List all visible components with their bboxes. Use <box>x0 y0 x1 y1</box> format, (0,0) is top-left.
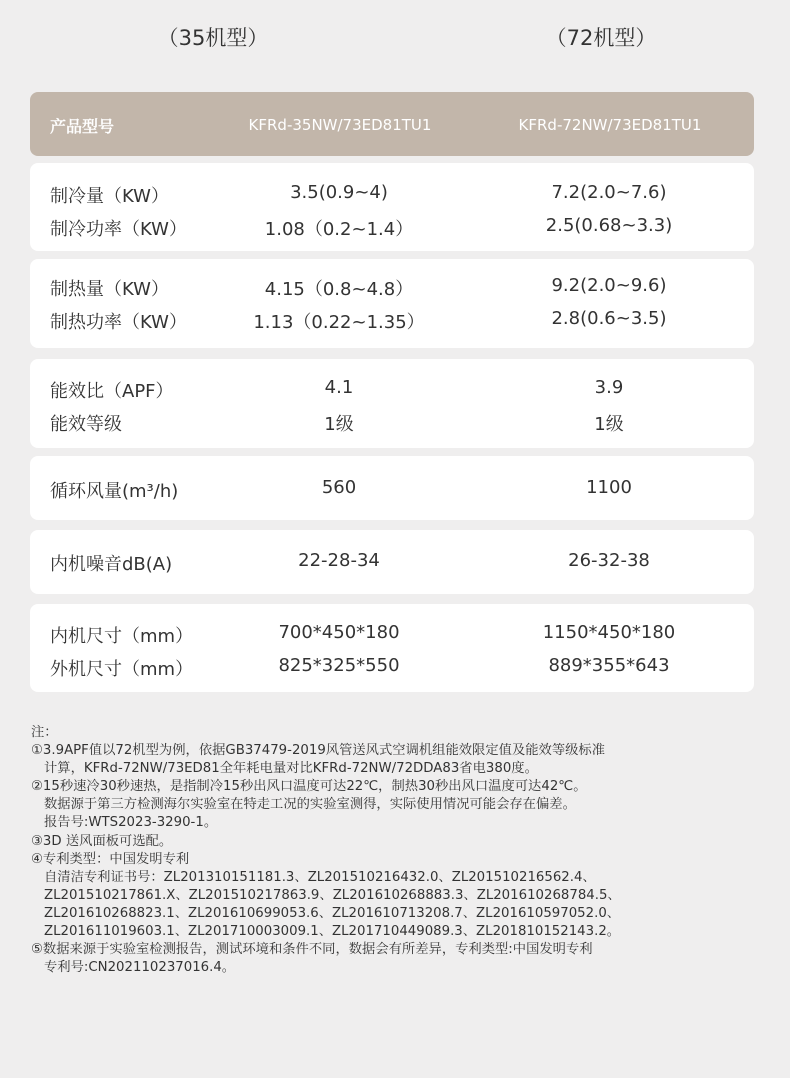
spec-value-72: 2.8(0.6~3.5) <box>551 308 667 329</box>
note-line: ②15秒速冷30秒速热，是指制冷15秒出风口温度可达22℃，制热30秒出风口温度可达42℃。 <box>31 779 587 795</box>
spec-row <box>30 373 754 403</box>
spec-label: 制冷功率（KW） <box>50 219 187 240</box>
spec-value-35: 1.13（0.22~1.35） <box>253 312 425 333</box>
model-72-number: KFRd-72NW/73ED81TU1 <box>518 116 702 134</box>
airflow-spec-card <box>30 456 754 520</box>
spec-table-header <box>30 92 754 156</box>
spec-row <box>30 546 754 576</box>
note-line: 专利号:CN202110237016.4。 <box>44 960 236 976</box>
spec-value-72: 7.2(2.0~7.6) <box>551 182 667 203</box>
note-line: 报告号:WTS2023-3290-1。 <box>44 815 218 831</box>
spec-label: 能效等级 <box>50 414 122 435</box>
spec-value-35: 1级 <box>324 414 354 435</box>
note-line: ①3.9APF值以72机型为例，依据GB37479-2019风管送风式空调机组能效限定值及能效等级标准 <box>31 743 606 759</box>
note-line: ③3D 送风面板可选配。 <box>31 833 173 849</box>
cooling-spec-card <box>30 163 754 251</box>
spec-row <box>30 618 754 648</box>
noise-spec-card <box>30 530 754 594</box>
note-line: 计算，KFRd-72NW/73ED81全年耗电量对比KFRd-72NW/72DDA83省电380度。 <box>44 761 538 777</box>
spec-value-35: 825*325*550 <box>278 655 400 676</box>
spec-row <box>30 304 754 334</box>
spec-value-35: 4.1 <box>324 377 354 398</box>
spec-value-72: 9.2(2.0~9.6) <box>551 275 667 296</box>
note-line: ZL201611019603.1、ZL201710003009.1、ZL201710449089.3、ZL201810152143.2。 <box>44 924 621 940</box>
spec-row <box>30 406 754 436</box>
note-line: ZL201510217861.X、ZL201510217863.9、ZL201610268883.3、ZL201610268784.5、 <box>44 887 621 903</box>
spec-value-35: 22-28-34 <box>298 550 380 571</box>
spec-row <box>30 651 754 681</box>
spec-value-35: 700*450*180 <box>278 622 400 643</box>
note-line: ⑤数据来源于实验室检测报告，测试环境和条件不同，数据会有所差异，专利类型:中国发明专利 <box>31 942 593 958</box>
spec-label: 内机噪音dB(A) <box>50 554 173 575</box>
model-35-number: KFRd-35NW/73ED81TU1 <box>248 116 432 134</box>
spec-row <box>30 211 754 241</box>
spec-row <box>30 178 754 208</box>
spec-label: 制冷量（KW） <box>50 186 169 207</box>
spec-value-72: 889*355*643 <box>548 655 670 676</box>
spec-value-35: 560 <box>321 477 357 498</box>
note-line: 数据源于第三方检测海尔实验室在特走工况的实验室测得，实际使用情况可能会存在偏差。 <box>44 797 576 813</box>
spec-row <box>30 473 754 503</box>
spec-value-72: 3.9 <box>594 377 624 398</box>
product-model-label: 产品型号 <box>50 117 115 136</box>
note-line: 自清洁专利证书号：ZL201310151181.3、ZL201510216432.0、ZL201510216562.4、 <box>44 869 596 885</box>
spec-value-72: 1100 <box>586 477 632 498</box>
spec-label: 循环风量(m³/h) <box>50 481 179 502</box>
heating-spec-card <box>30 259 754 348</box>
spec-label: 制热功率（KW） <box>50 312 187 333</box>
spec-value-72: 2.5(0.68~3.3) <box>545 215 673 236</box>
spec-value-72: 26-32-38 <box>568 550 650 571</box>
spec-label: 制热量（KW） <box>50 279 169 300</box>
spec-label: 内机尺寸（mm） <box>50 626 194 647</box>
efficiency-spec-card <box>30 359 754 448</box>
spec-label: 能效比（APF） <box>50 381 174 402</box>
spec-value-35: 1.08（0.2~1.4） <box>264 219 414 240</box>
spec-value-35: 3.5(0.9~4) <box>290 182 388 203</box>
spec-value-72: 1150*450*180 <box>542 622 676 643</box>
note-line: ZL201610268823.1、ZL201610699053.6、ZL201610713208.7、ZL201610597052.0、 <box>44 905 621 921</box>
spec-value-72: 1级 <box>594 414 624 435</box>
spec-value-35: 4.15（0.8~4.8） <box>264 279 414 300</box>
model-72-heading: （72机型） <box>545 26 657 50</box>
note-line: ④专利类型：中国发明专利 <box>31 851 190 867</box>
model-35-heading: （35机型） <box>157 26 269 50</box>
spec-label: 外机尺寸（mm） <box>50 659 194 680</box>
spec-row <box>30 271 754 301</box>
footnotes <box>31 724 771 977</box>
note-line: 注： <box>31 725 58 740</box>
dimensions-spec-card <box>30 604 754 692</box>
